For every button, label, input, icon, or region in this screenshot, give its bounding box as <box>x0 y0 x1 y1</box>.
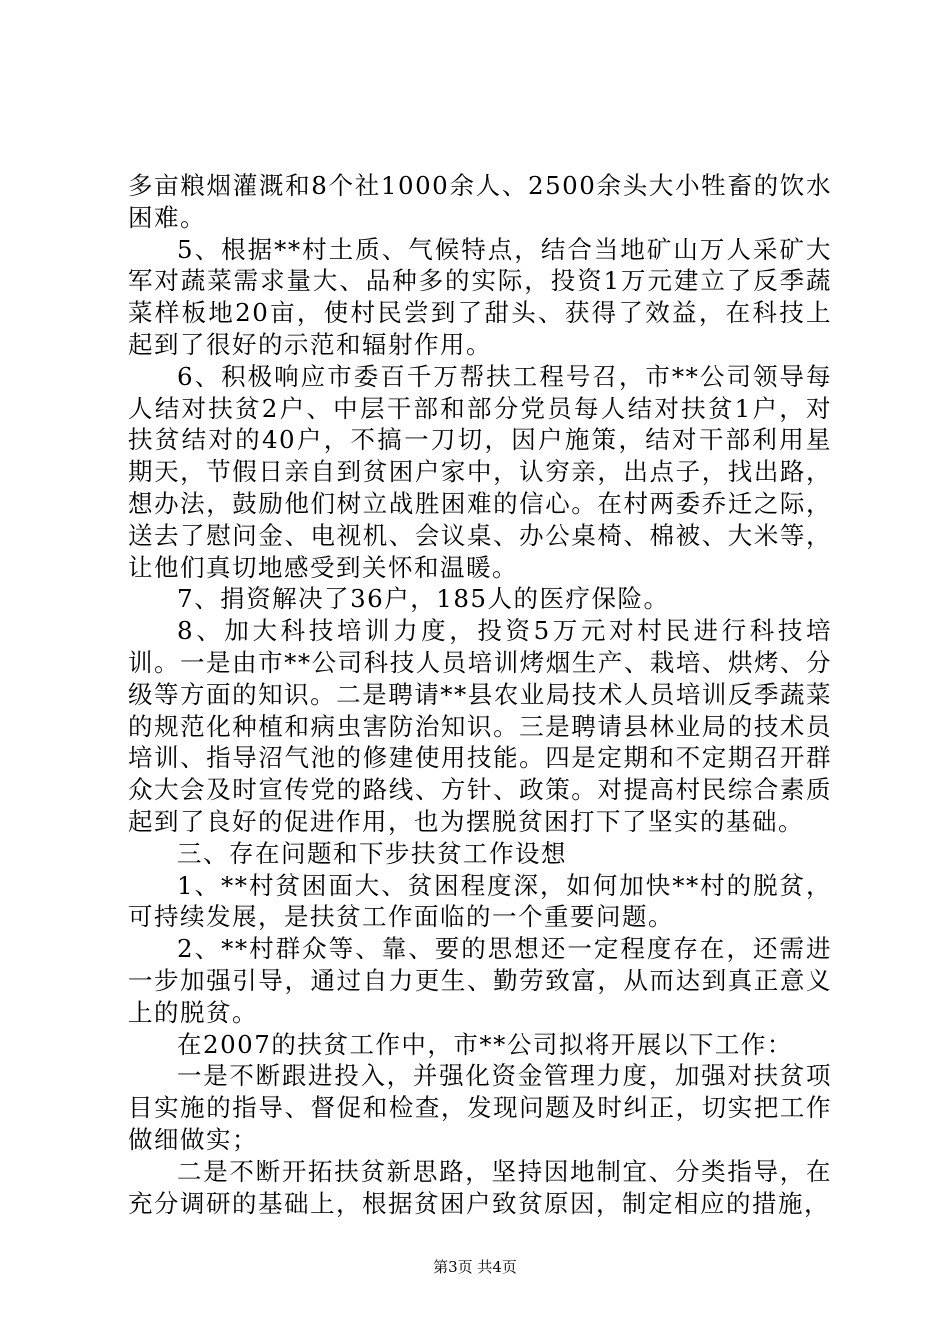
page-footer: 第3页 共4页 <box>433 1258 517 1276</box>
section-heading: 三、存在问题和下步扶贫工作设想 <box>177 838 567 868</box>
paragraph-2: 5、根据**村土质、气候特点，结合当地矿山万人采矿大军对蔬菜需求量大、品种多的实际，投资1万元建立了反季蔬菜样板地20亩，使村民尝到了甜头、获得了效益，在科技上起到了很好的示范和辐射作用。 <box>128 234 832 359</box>
document-body <box>128 170 832 1219</box>
paragraph-10: 一是不断跟进投入，并强化资金管理力度，加强对扶贫项目实施的指导、督促和检查，发现问题及时纠正，切实把工作做细做实； <box>128 1061 832 1154</box>
paragraph-4: 7、捐资解决了36户，185人的医疗保险。 <box>177 584 670 614</box>
paragraph-11: 二是不断开拓扶贫新思路，坚持因地制宜、分类指导，在充分调研的基础上，根据贫困户致贫原因，制定相应的措施， <box>128 1156 832 1218</box>
paragraph-5: 8、加大科技培训力度，投资5万元对村民进行科技培训。一是由市**公司科技人员培训烤烟生产、栽培、烘烤、分级等方面的知识。二是聘请**县农业局技术人员培训反季蔬菜的规范化种植和病虫害防治知识。三是聘请县林业局的技术员培训、指导沼气池的修建使用技能。四是定期和不定期召开群众大会及时宣传党的路线、方针、政策。对提高村民综合素质起到了良好的促进作用，也为摆脱贫困打下了坚实的基础。 <box>128 616 832 836</box>
paragraph-9: 在2007的扶贫工作中，市**公司拟将开展以下工作： <box>177 1029 793 1059</box>
paragraph-1: 多亩粮烟灌溉和8个社1000余人、2500余头大小牲畜的饮水困难。 <box>128 171 832 232</box>
paragraph-3: 6、积极响应市委百千万帮扶工程号召，市**公司领导每人结对扶贫2户、中层干部和部分党员每人结对扶贫1户，对扶贫结对的40户，不搞一刀切，因户施策，结对干部利用星期天，节假日亲自到贫困户家中，认穷亲，出点子，找出路，想办法，鼓励他们树立战胜困难的信心。在村两委乔迁之际，送去了慰问金、电视机、会议桌、办公桌椅、棉被、大米等，让他们真切地感受到关怀和温暖。 <box>128 361 832 582</box>
paragraph-7: 1、**村贫困面大、贫困程度深，如何加快**村的脱贫，可持续发展，是扶贫工作面临的一个重要问题。 <box>128 870 832 932</box>
paragraph-8: 2、**村群众等、靠、要的思想还一定程度存在，还需进一步加强引导，通过自力更生、勤劳致富，从而达到真正意义上的脱贫。 <box>128 934 832 1027</box>
